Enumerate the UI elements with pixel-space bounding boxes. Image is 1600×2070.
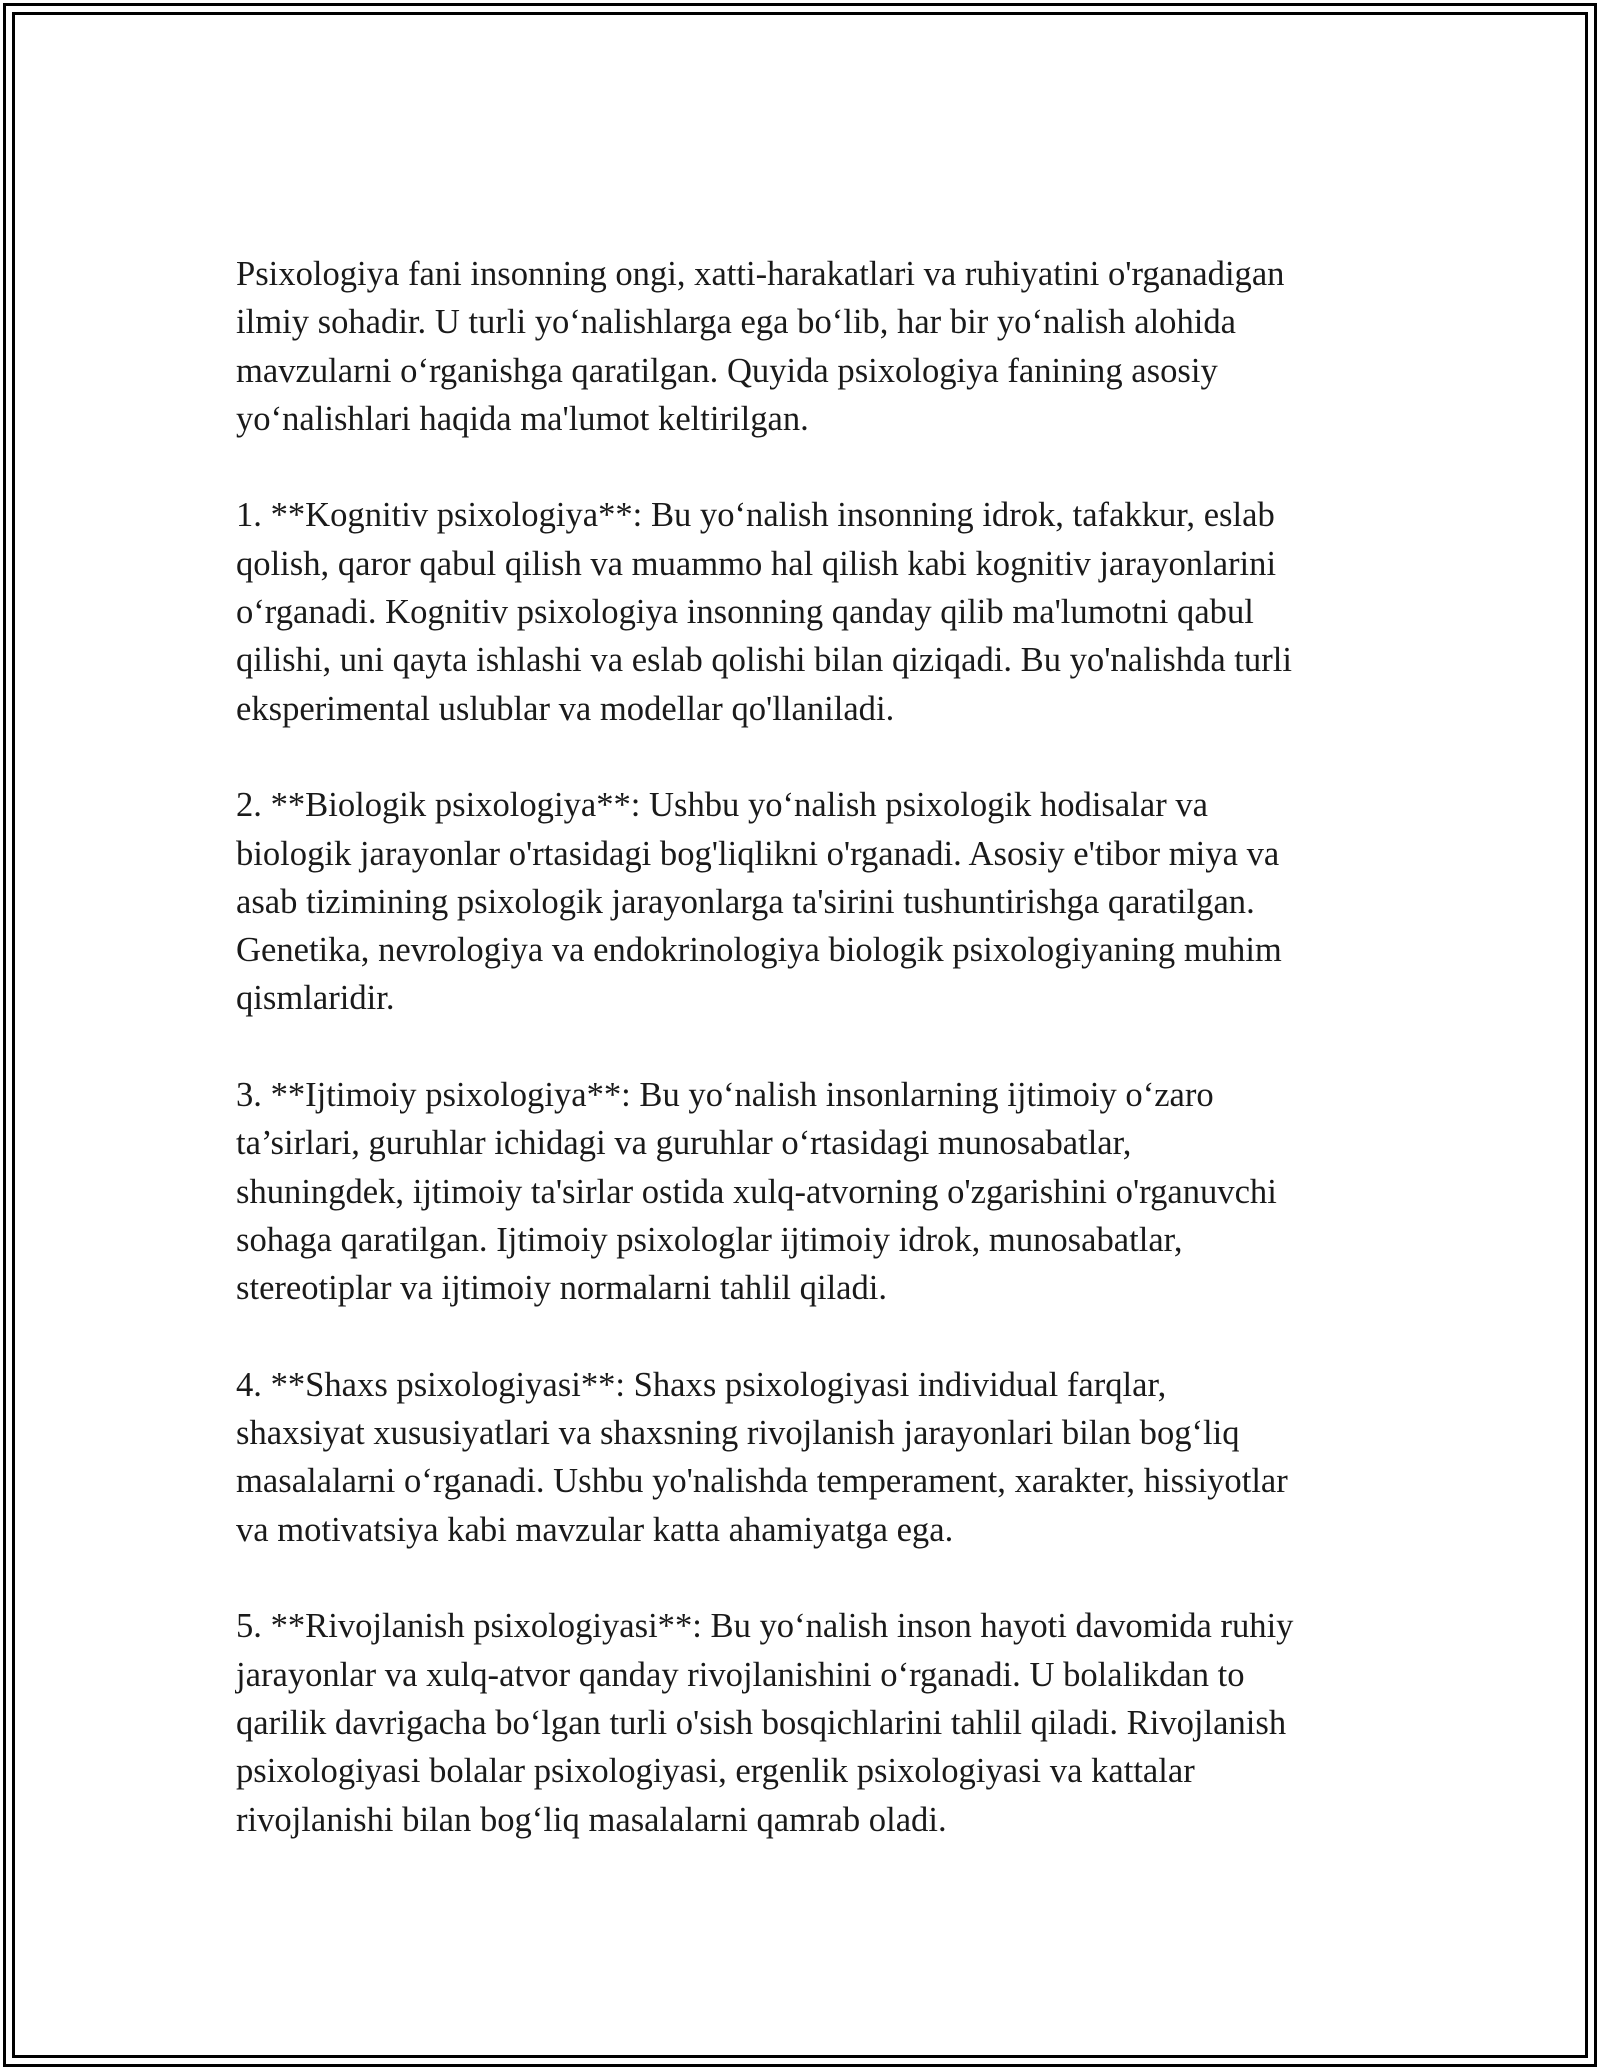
paragraph-developmental-psychology: 5. **Rivojlanish psixologiyasi**: Bu yo‘nalish inson hayoti davomida ruhiy jarayonlar va xulq-atvor qanday rivojlanishini o‘rganadi. U bolalikdan to qarilik davrigacha bo‘lgan turli o'sish bosqichlarini tahlil qiladi. Rivojlanish psixologiyasi bolalar psixologiyasi, ergenlik psixologiyasi va kattalar rivojlanishi bilan bog‘liq masalalarni qamrab oladi.	[236, 1607, 1294, 1839]
paragraph-cognitive-psychology: 1. **Kognitiv psixologiya**: Bu yo‘nalish insonning idrok, tafakkur, eslab qolish, qaror qabul qilish va muammo hal qilish kabi kognitiv jarayonlarini o‘rganadi. Kognitiv psixologiya insonning qanday qilib ma'lumotni qabul qilishi, uni qayta ishlashi va eslab qolishi bilan qiziqadi. Bu yo'nalishda turli eksperimental uslublar va modellar qo'llaniladi.	[236, 496, 1292, 728]
intro-paragraph: Psixologiya fani insonning ongi, xatti-harakatlari va ruhiyatini o'rganadigan ilmiy sohadir. U turli yo‘nalishlarga ega bo‘lib, har bir yo‘nalish alohida mavzularni o‘rganishga qaratilgan. Quyida psixologiya fanining asosiy yo‘nalishlari haqida ma'lumot keltirilgan.	[236, 255, 1285, 438]
paragraph-biological-psychology: 2. **Biologik psixologiya**: Ushbu yo‘nalish psixologik hodisalar va biologik jarayonlar o'rtasidagi bog'liqlikni o'rganadi. Asosiy e'tibor miya va asab tizimining psixologik jarayonlarga ta'sirini tushuntirishga qaratilgan. Genetika, nevrologiya va endokrinologiya biologik psixologiyaning muhim qismlaridir.	[236, 786, 1282, 1018]
paragraph-social-psychology: 3. **Ijtimoiy psixologiya**: Bu yo‘nalish insonlarning ijtimoiy o‘zaro ta’sirlari, guruhlar ichidagi va guruhlar o‘rtasidagi munosabatlar, shuningdek, ijtimoiy ta'sirlar ostida xulq-atvorning o'zgarishini o'rganuvchi sohaga qaratilgan. Ijtimoiy psixologlar ijtimoiy idrok, munosabatlar, stereotiplar va ijtimoiy normalarni tahlil qiladi.	[236, 1076, 1277, 1308]
document-body	[236, 250, 1366, 1892]
paragraph-personality-psychology: 4. **Shaxs psixologiyasi**: Shaxs psixologiyasi individual farqlar, shaxsiyat xususiyatlari va shaxsning rivojlanish jarayonlari bilan bog‘liq masalalarni o‘rganadi. Ushbu yo'nalishda temperament, xarakter, hissiyotlar va motivatsiya kabi mavzular katta ahamiyatga ega.	[236, 1365, 1288, 1549]
